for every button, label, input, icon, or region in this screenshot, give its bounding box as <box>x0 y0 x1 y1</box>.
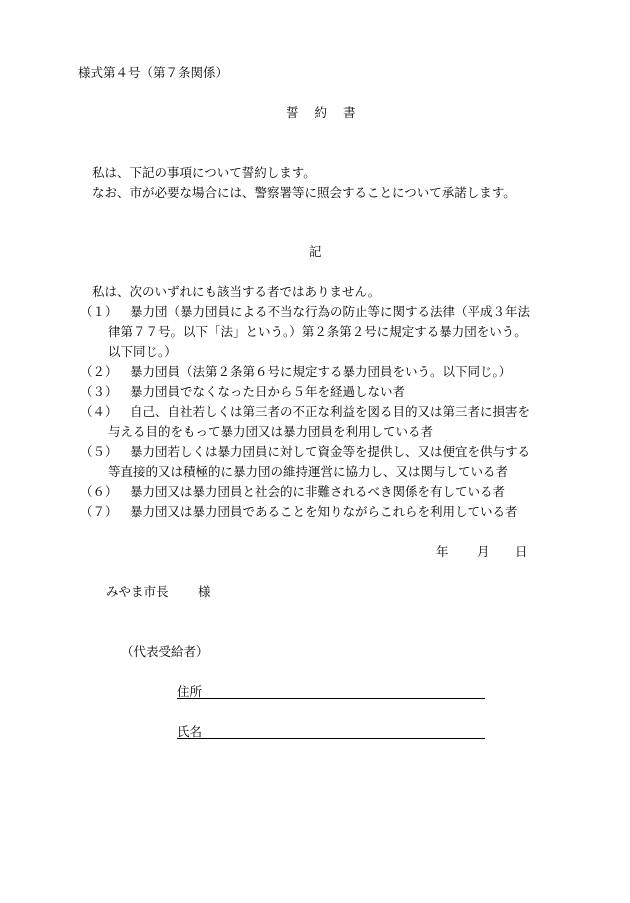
address-underline <box>177 698 485 699</box>
representative-label: （代表受給者） <box>121 644 209 659</box>
item-text: 暴力団若しくは暴力団員に対して資金等を提供し、又は便宜を供与する <box>130 444 531 459</box>
item-text: 以下同じ。） <box>108 344 177 359</box>
item-text: 暴力団員でなくなった日から５年を経過しない者 <box>130 384 406 399</box>
date-month: 月 <box>477 544 490 559</box>
intro-line-2: なお、市が必要な場合には、警察署等に照会することについて承諾します。 <box>92 185 516 200</box>
item-number: （７） <box>80 504 118 519</box>
item-number: （５） <box>80 444 118 459</box>
item-text: 律第７７号。以下「法」という。）第２条第２号に規定する暴力団をいう。 <box>108 324 527 339</box>
item-text: 暴力団又は暴力団員と社会的に非難されるべき関係を有している者 <box>130 484 506 499</box>
name-label: 氏名 <box>177 724 203 739</box>
intro-line-1: 私は、下記の事項について誓約します。 <box>92 165 316 180</box>
date-day: 日 <box>515 544 528 559</box>
item-text: 暴力団員（法第２条第６号に規定する暴力団員をいう。以下同じ。） <box>130 364 512 379</box>
date-year: 年 <box>436 544 449 559</box>
document-title: 誓 約 書 <box>286 105 362 120</box>
item-text: 暴力団（暴力団員による不当な行為の防止等に関する法律（平成３年法 <box>130 304 531 319</box>
item-number: （１） <box>80 304 118 319</box>
item-number: （６） <box>80 484 118 499</box>
name-underline <box>177 738 485 739</box>
item-number: （３） <box>80 384 118 399</box>
item-text: 等直接的又は積極的に暴力団の維持運営に協力し、又は関与している者 <box>108 464 509 479</box>
form-number: 様式第４号（第７条関係） <box>78 65 229 80</box>
addressee-honorific: 様 <box>198 584 211 599</box>
address-label: 住所 <box>177 684 203 699</box>
item-number: （２） <box>80 364 118 379</box>
item-text: 自己、自社若しくは第三者の不正な利益を図る目的又は第三者に損害を <box>130 404 531 419</box>
ki-heading: 記 <box>309 244 322 259</box>
item-text: 与える目的をもって暴力団又は暴力団員を利用している者 <box>108 424 434 439</box>
item-number: （４） <box>80 404 118 419</box>
lead-sentence: 私は、次のいずれにも該当する者ではありません。 <box>92 284 381 299</box>
item-text: 暴力団又は暴力団員であることを知りながらこれらを利用している者 <box>130 504 518 519</box>
addressee-name: みやま市長 <box>106 584 169 599</box>
